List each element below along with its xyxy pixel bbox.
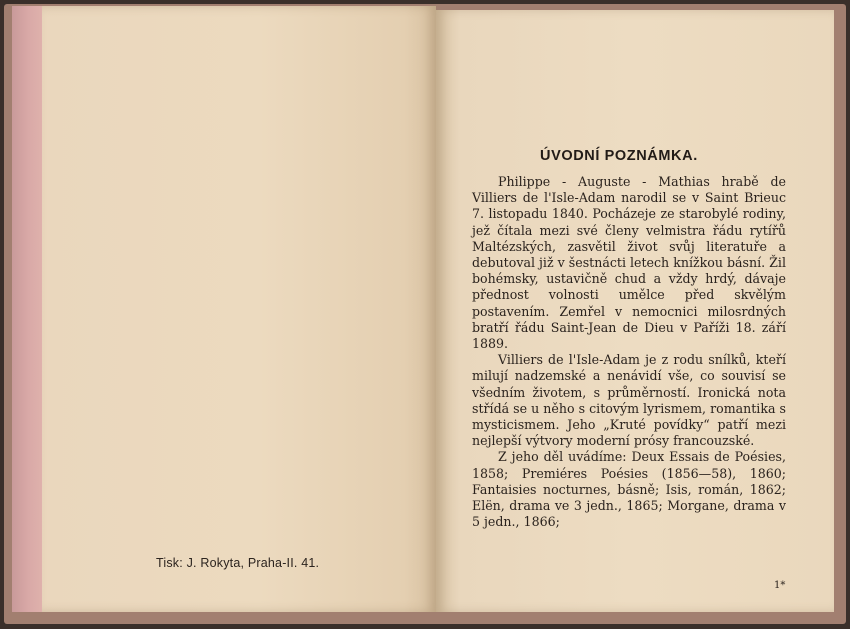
signature-mark: 1* bbox=[774, 580, 786, 591]
left-page bbox=[42, 6, 436, 612]
paragraph-3: Z jeho děl uvádíme: Deux Essais de Poésies, 1858; Premiéres Poésies (1856—58), 1860; Fantaisies nocturnes, básně; Isis, román, 1862; Elën, drama ve 3 jedn., 1865; Morgane, drama v 5 jedn., 1866; bbox=[472, 449, 786, 530]
body-text bbox=[472, 174, 786, 530]
paragraph-1: Philippe - Auguste - Mathias hrabě de Villiers de l'Isle-Adam narodil se v Saint Brieuc 7. listopadu 1840. Pocházeje ze starobylé rodiny, jež čítala mezi své členy velmistra řádu rytířů Maltézských, zasvětil život svůj literatuře a debutoval již v šestnácti letech knížkou básní. Žil bohémsky, ustavičně chud a vždy hrdý, dávaje přednost volnosti umělce před skvělým postavením. Zemřel v nemocnici milosrdných bratří řádu Saint-Jean de Dieu v Paříži 18. září 1889. bbox=[472, 174, 786, 352]
page-heading: ÚVODNÍ POZNÁMKA. bbox=[540, 148, 698, 164]
printer-note: Tisk: J. Rokyta, Praha-II. 41. bbox=[156, 556, 320, 570]
paragraph-2: Villiers de l'Isle-Adam je z rodu snílků, kteří milují nadzemské a nenávidí vše, co souvisí se všedním životem, s průměrností. Ironická nota střídá se u něho s citovým lyrismem, romantika s mysticismem. Jeho „Kruté povídky“ patří mezi nejlepší výtvory moderní prósy francouzské. bbox=[472, 352, 786, 449]
